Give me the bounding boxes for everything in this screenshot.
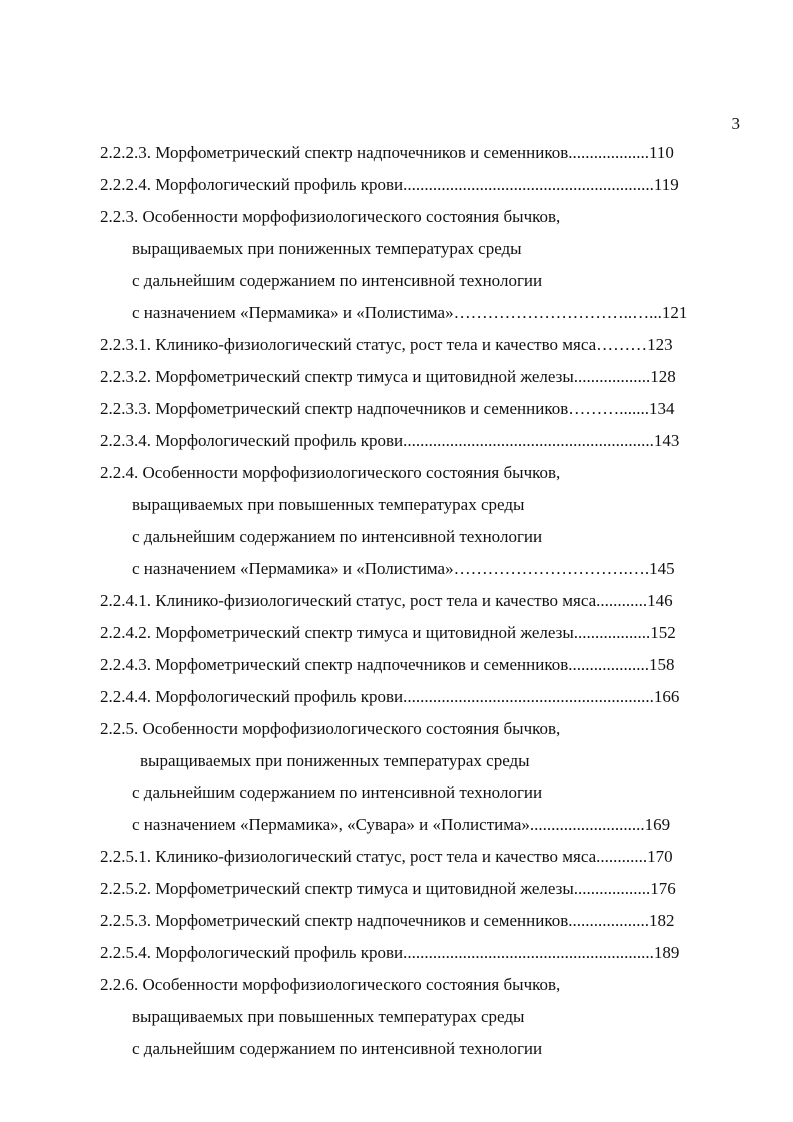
- toc-entry-2-2-6: 2.2.6. Особенности морфофизиологического состояния бычков,: [100, 975, 561, 994]
- toc-entry-2-2-4-3: 2.2.4.3. Морфометрический спектр надпочечников и семенников...................158: [100, 655, 675, 674]
- toc-entry-2-2-3-2: 2.2.3.2. Морфометрический спектр тимуса и щитовидной железы..................128: [100, 367, 676, 386]
- toc-entry-2-2-3-continuation: с дальнейшим содержанием по интенсивной технологии: [132, 271, 543, 290]
- toc-entry-2-2-4: 2.2.4. Особенности морфофизиологического состояния бычков,: [100, 463, 561, 482]
- toc-entry-2-2-3-1: 2.2.3.1. Клинико-физиологический статус, рост тела и качество мяса………123: [100, 335, 673, 354]
- toc-entry-2-2-4-continuation: с дальнейшим содержанием по интенсивной технологии: [132, 527, 543, 546]
- toc-entry-2-2-3: 2.2.3. Особенности морфофизиологического состояния бычков,: [100, 207, 561, 226]
- toc-entry-2-2-3-3: 2.2.3.3. Морфометрический спектр надпочечников и семенников……….......134: [100, 399, 675, 418]
- toc-entry-2-2-5-continuation: с дальнейшим содержанием по интенсивной технологии: [132, 783, 543, 802]
- toc-entry-2-2-5-2: 2.2.5.2. Морфометрический спектр тимуса и щитовидной железы..................176: [100, 879, 676, 898]
- toc-entry-2-2-5: 2.2.5. Особенности морфофизиологического состояния бычков,: [100, 719, 561, 738]
- toc-entry-2-2-5-3: 2.2.5.3. Морфометрический спектр надпочечников и семенников...................182: [100, 911, 675, 930]
- toc-entry-2-2-3-continuation: выращиваемых при пониженных температурах среды: [132, 239, 522, 258]
- page-number: 3: [731, 114, 740, 133]
- toc-entry-2-2-5-continuation: с назначением «Пермамика», «Сувара» и «Полистима»...........................169: [132, 815, 671, 834]
- toc-entry-2-2-6-continuation: выращиваемых при повышенных температурах среды: [132, 1007, 525, 1026]
- toc-entry-2-2-4-continuation: выращиваемых при повышенных температурах среды: [132, 495, 525, 514]
- toc-entry-2-2-5-4: 2.2.5.4. Морфологический профиль крови...........................................................189: [100, 943, 680, 962]
- toc-entry-2-2-4-continuation: с назначением «Пермамика» и «Полистима»………………………….….145: [132, 559, 675, 578]
- toc-entry-2-2-5-continuation: выращиваемых при пониженных температурах среды: [140, 751, 530, 770]
- toc-entry-2-2-5-1: 2.2.5.1. Клинико-физиологический статус, рост тела и качество мяса............170: [100, 847, 673, 866]
- toc-entry-2-2-3-continuation: с назначением «Пермамика» и «Полистима»…………………………..…...121: [132, 303, 688, 322]
- toc-entry-2-2-3-4: 2.2.3.4. Морфологический профиль крови...........................................................143: [100, 431, 680, 450]
- toc-entry-2-2-4-1: 2.2.4.1. Клинико-физиологический статус, рост тела и качество мяса............146: [100, 591, 673, 610]
- toc-entry-2-2-2-3: 2.2.2.3. Морфометрический спектр надпочечников и семенников...................110: [100, 143, 674, 162]
- toc-entry-2-2-2-4: 2.2.2.4. Морфологический профиль крови...........................................................119: [100, 175, 679, 194]
- toc-entry-2-2-6-continuation: с дальнейшим содержанием по интенсивной технологии: [132, 1039, 543, 1058]
- toc-entry-2-2-4-2: 2.2.4.2. Морфометрический спектр тимуса и щитовидной железы..................152: [100, 623, 676, 642]
- toc-entry-2-2-4-4: 2.2.4.4. Морфологический профиль крови...........................................................166: [100, 687, 680, 706]
